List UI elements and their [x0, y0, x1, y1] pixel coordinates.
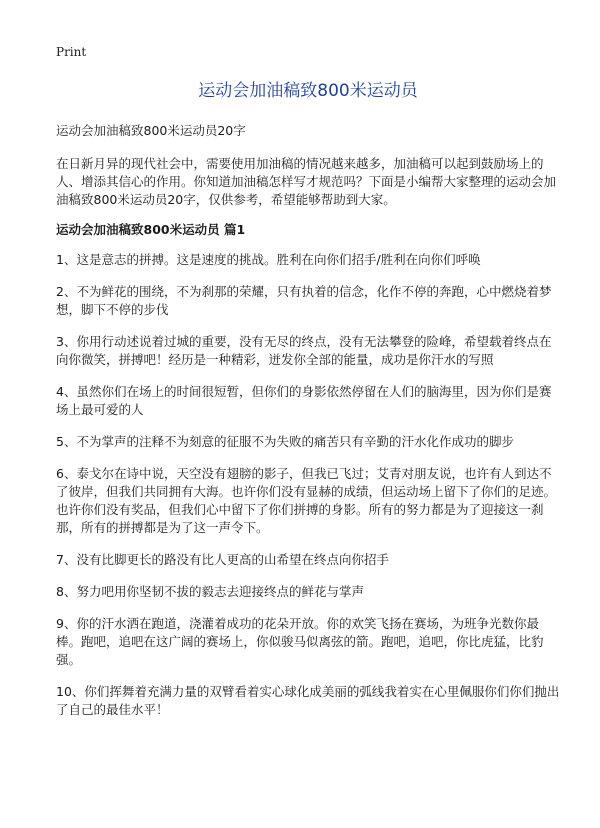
- list-item: 10、你们挥舞着充满力量的双臂看着实心球化成美丽的弧线我着实在心里佩服你们你们抛出了自己的最佳水平！: [56, 684, 560, 717]
- list-item: 3、你用行动述说着过城的重要，没有无尽的终点，没有无法攀登的险峰，希望载着终点在向你微笑，拼搏吧！经历是一种精彩，迸发你全部的能量，成功是你汗水的写照: [56, 334, 552, 367]
- intro-paragraph: 在日新月异的现代社会中，需要使用加油稿的情况越来越多，加油稿可以起到鼓励场上的人、增添其信心的作用。你知道加油稿怎样写才规范吗？下面是小编帮大家整理的运动会加油稿致800米运动员20字，仅供参考，希望能够帮助到大家。: [56, 156, 557, 207]
- section-heading: 运动会加油稿致800米运动员 篇1: [56, 222, 246, 237]
- print-label: Print: [56, 45, 87, 59]
- list-item: 7、没有比脚更长的路没有比人更高的山希望在终点向你招手: [56, 552, 389, 567]
- list-item: 4、虽然你们在场上的时间很短暂，但你们的身影依然停留在人们的脑海里，因为你们是赛场上最可爱的人: [56, 384, 552, 417]
- list-item: 6、泰戈尔在诗中说，天空没有翅膀的影子，但我已飞过；艾青对朋友说，也许有人到达不了彼岸，但我们共同拥有大海。也许你们没有显赫的成绩，但运动场上留下了你们的足迹。也许你们没有奖品，但我们心中留下了你们拼搏的身影。所有的努力都是为了迎接这一刹那，所有的拼搏都是为了这一声令下。: [56, 466, 557, 535]
- list-item: 8、努力吧用你坚韧不拔的毅志去迎接终点的鲜花与掌声: [56, 584, 364, 599]
- list-item: 5、不为掌声的注释不为刻意的征服不为失败的痛苦只有辛勤的汗水化作成功的脚步: [56, 434, 514, 449]
- document-title: 运动会加油稿致800米运动员: [198, 81, 418, 101]
- list-item: 9、你的汗水洒在跑道，浇灌着成功的花朵开放。你的欢笑飞扬在赛场，为班争光数你最棒。跑吧，追吧在这广阔的赛场上，你似骏马似离弦的箭。跑吧，追吧，你比虎猛，比豹强。: [56, 616, 544, 667]
- list-item: 2、不为鲜花的围绕，不为刹那的荣耀，只有执着的信念，化作不停的奔跑，心中燃烧着梦想，脚下不停的步伐: [56, 284, 552, 317]
- list-item: 1、这是意志的拼搏。这是速度的挑战。胜利在向你们招手/胜利在向你们呼唤: [56, 252, 481, 267]
- document-subtitle: 运动会加油稿致800米运动员20字: [56, 123, 246, 138]
